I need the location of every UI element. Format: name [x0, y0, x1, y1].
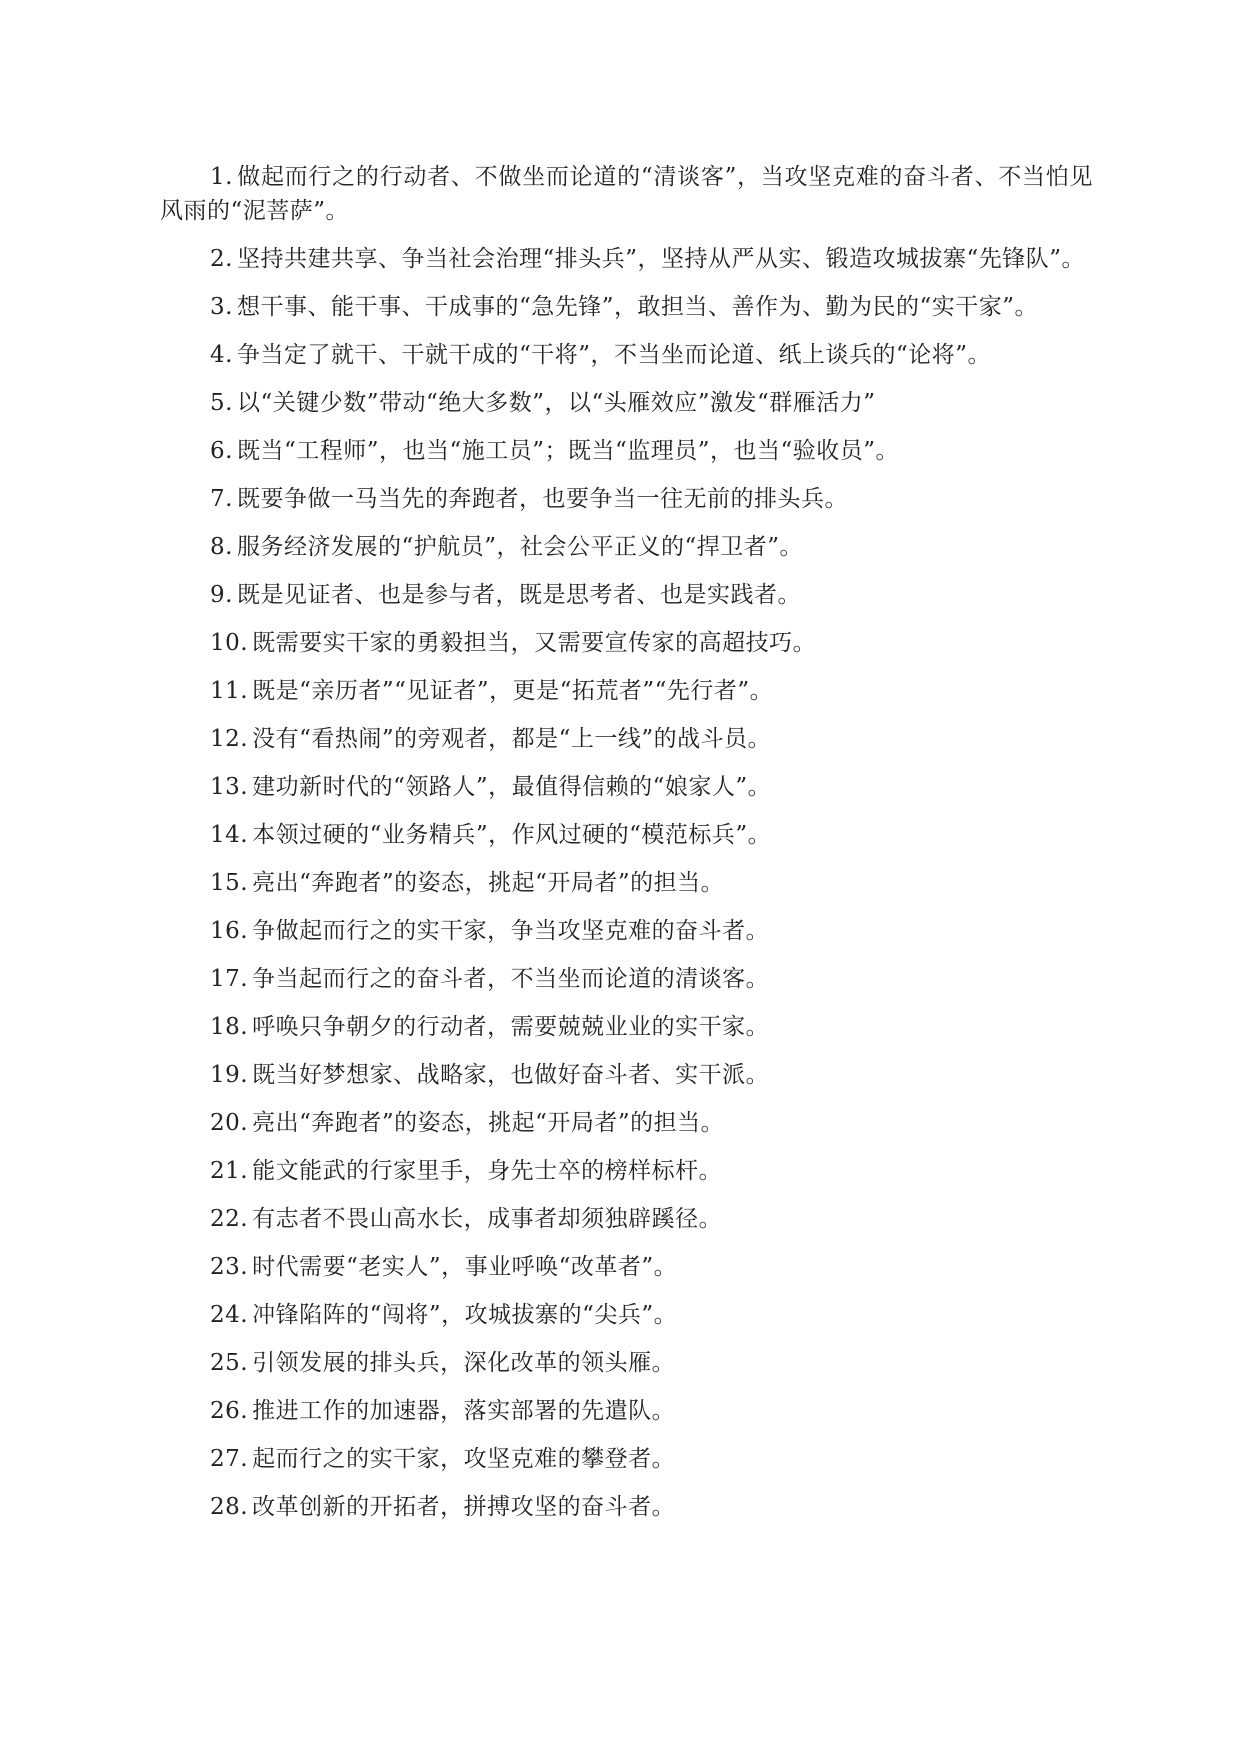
list-item: [160, 160, 1093, 228]
list-item: [160, 962, 1093, 996]
list-item: [160, 242, 1093, 276]
list-item-text: 争做起而行之的实干家，争当攻坚克难的奋斗者。: [252, 918, 770, 944]
list-item-text: 没有“看热闹”的旁观者，都是“上一线”的战斗员。: [252, 726, 772, 752]
list-item: [160, 434, 1093, 468]
list-item: [160, 1202, 1093, 1236]
list-item: [160, 482, 1093, 516]
list-item-text: 争当起而行之的奋斗者，不当坐而论道的清谈客。: [252, 966, 770, 992]
list-item-text: 有志者不畏山高水长，成事者却须独辟蹊径。: [252, 1206, 723, 1232]
numbered-list: [160, 160, 1093, 1524]
list-item-text: 建功新时代的“领路人”，最值得信赖的“娘家人”。: [252, 774, 772, 800]
list-item-text: 想干事、能干事、干成事的“急先锋”，敢担当、善作为、勤为民的“实干家”。: [236, 294, 1038, 320]
list-item-text: 冲锋陷阵的“闯将”，攻城拔寨的“尖兵”。: [252, 1302, 678, 1328]
list-item-number: 25.: [210, 1350, 249, 1376]
list-item: [160, 1010, 1093, 1044]
list-item-text: 既需要实干家的勇毅担当，又需要宣传家的高超技巧。: [252, 630, 817, 656]
list-item-text: 既当“工程师”，也当“施工员”；既当“监理员”，也当“验收员”。: [236, 438, 900, 464]
list-item-number: 6.: [210, 438, 233, 464]
list-item: [160, 530, 1093, 564]
list-item-number: 17.: [210, 966, 249, 992]
list-item: [160, 1250, 1093, 1284]
list-item: [160, 914, 1093, 948]
list-item-number: 4.: [210, 342, 233, 368]
list-item-number: 27.: [210, 1446, 249, 1472]
list-item-text: 既是见证者、也是参与者，既是思考者、也是实践者。: [236, 582, 801, 608]
list-item: [160, 1442, 1093, 1476]
list-item-number: 3.: [210, 294, 233, 320]
document-page: [160, 160, 1093, 1538]
list-item-number: 22.: [210, 1206, 249, 1232]
list-item-text: 改革创新的开拓者，拼搏攻坚的奋斗者。: [252, 1494, 676, 1520]
list-item-text: 既是“亲历者”“见证者”，更是“拓荒者”“先行者”。: [252, 678, 774, 704]
list-item-number: 1.: [210, 164, 233, 190]
list-item-number: 12.: [210, 726, 249, 752]
list-item-number: 13.: [210, 774, 249, 800]
list-item-number: 24.: [210, 1302, 249, 1328]
list-item-number: 2.: [210, 246, 233, 272]
list-item: [160, 386, 1093, 420]
list-item: [160, 866, 1093, 900]
list-item: [160, 1154, 1093, 1188]
list-item-text: 既当好梦想家、战略家，也做好奋斗者、实干派。: [252, 1062, 770, 1088]
list-item-number: 18.: [210, 1014, 249, 1040]
list-item-text: 以“关键少数”带动“绝大多数”，以“头雁效应”激发“群雁活力”: [236, 390, 876, 416]
list-item: [160, 674, 1093, 708]
list-item-number: 14.: [210, 822, 249, 848]
list-item-text: 推进工作的加速器，落实部署的先遣队。: [252, 1398, 676, 1424]
list-item-number: 28.: [210, 1494, 249, 1520]
list-item-text: 时代需要“老实人”，事业呼唤“改革者”。: [252, 1254, 678, 1280]
list-item: [160, 578, 1093, 612]
list-item-text: 本领过硬的“业务精兵”，作风过硬的“模范标兵”。: [252, 822, 772, 848]
list-item-text: 亮出“奔跑者”的姿态，挑起“开局者”的担当。: [252, 1110, 725, 1136]
list-item: [160, 290, 1093, 324]
list-item: [160, 722, 1093, 756]
list-item: [160, 1346, 1093, 1380]
list-item-text: 争当定了就干、干就干成的“干将”，不当坐而论道、纸上谈兵的“论将”。: [236, 342, 991, 368]
list-item-number: 11.: [210, 678, 249, 704]
list-item-text: 引领发展的排头兵，深化改革的领头雁。: [252, 1350, 676, 1376]
list-item-number: 26.: [210, 1398, 249, 1424]
list-item-text: 做起而行之的行动者、不做坐而论道的“清谈客”，当攻坚克难的奋斗者、不当怕见风雨的“泥菩萨”。: [160, 164, 1093, 224]
list-item: [160, 818, 1093, 852]
list-item-number: 10.: [210, 630, 249, 656]
list-item-text: 既要争做一马当先的奔跑者，也要争当一往无前的排头兵。: [236, 486, 848, 512]
list-item-number: 20.: [210, 1110, 249, 1136]
list-item: [160, 1490, 1093, 1524]
list-item-text: 服务经济发展的“护航员”，社会公平正义的“捍卫者”。: [236, 534, 803, 560]
list-item: [160, 1058, 1093, 1092]
list-item: [160, 1298, 1093, 1332]
list-item: [160, 1394, 1093, 1428]
list-item-number: 9.: [210, 582, 233, 608]
list-item-number: 16.: [210, 918, 249, 944]
list-item-number: 7.: [210, 486, 233, 512]
list-item-number: 15.: [210, 870, 249, 896]
list-item-text: 能文能武的行家里手，身先士卒的榜样标杆。: [252, 1158, 723, 1184]
list-item-number: 8.: [210, 534, 233, 560]
list-item-text: 呼唤只争朝夕的行动者，需要兢兢业业的实干家。: [252, 1014, 770, 1040]
list-item-text: 起而行之的实干家，攻坚克难的攀登者。: [252, 1446, 676, 1472]
list-item: [160, 770, 1093, 804]
list-item-text: 亮出“奔跑者”的姿态，挑起“开局者”的担当。: [252, 870, 725, 896]
list-item-number: 21.: [210, 1158, 249, 1184]
list-item-number: 19.: [210, 1062, 249, 1088]
list-item: [160, 1106, 1093, 1140]
list-item-number: 5.: [210, 390, 233, 416]
list-item-number: 23.: [210, 1254, 249, 1280]
list-item-text: 坚持共建共享、争当社会治理“排头兵”，坚持从严从实、锻造攻城拔寨“先锋队”。: [236, 246, 1085, 272]
list-item: [160, 626, 1093, 660]
list-item: [160, 338, 1093, 372]
